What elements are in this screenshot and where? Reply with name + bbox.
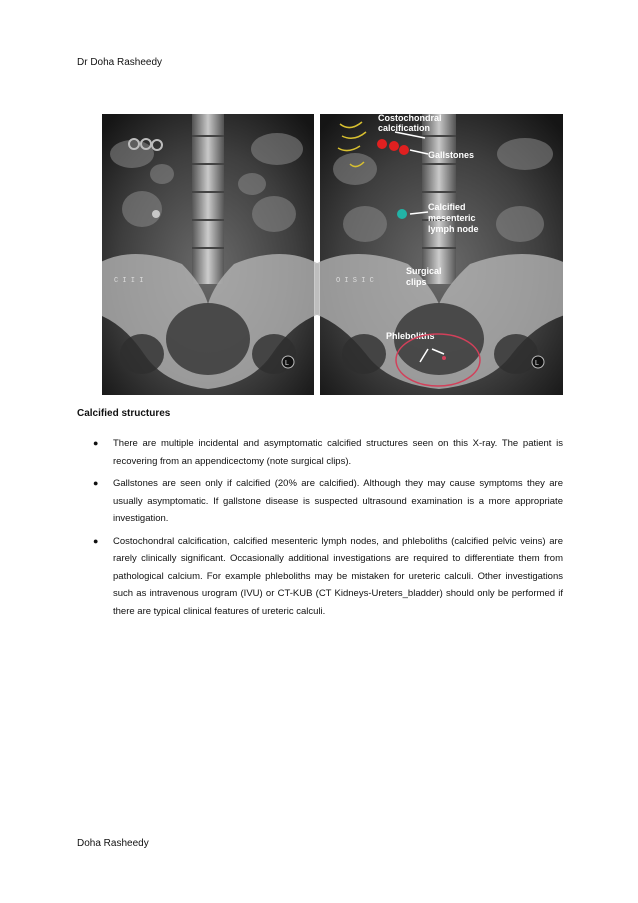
bullet-list [77, 435, 563, 625]
label-phleboliths: Phleboliths [386, 331, 435, 341]
list-item [77, 475, 563, 528]
orientation-marker-left: L [285, 360, 289, 367]
label-surgical-2: clips [406, 277, 427, 287]
label-mesenteric-2: mesenteric [428, 213, 476, 223]
bullet-icon: ● [93, 478, 99, 488]
bullet-text: There are multiple incidental and asymptomatic calcified structures seen on this X-ray. The patient is recovering from an appendicectomy (note surgical clips). [113, 438, 563, 467]
page-footer: Doha Rasheedy [77, 838, 149, 849]
label-gallstones: Gallstones [428, 150, 475, 160]
bullet-text: Costochondral calcification, calcified mesenteric lymph nodes, and phleboliths (calcified pelvic veins) are rarely clinically significant. Occasionally additional investigations are required to differentiate them from pathological calcium. For example phleboliths may be mistaken for ureteric calculi. Other investigations such as intravenous urogram (IVU) or CT-KUB (CT Kidneys-Ureters_bladder) should only be performed if there are typical clinical features of ureteric calculi. [113, 535, 563, 617]
label-costochondral-1: Costochondral [378, 114, 442, 123]
list-item [77, 435, 563, 470]
list-item [77, 533, 563, 621]
label-costochondral-2: calcification [378, 123, 431, 133]
xray-left [102, 114, 319, 395]
mesenteric-node-marker [397, 209, 407, 219]
xray-right [315, 114, 563, 395]
label-mesenteric-1: Calcified [428, 202, 466, 212]
label-surgical-1: Surgical [406, 266, 442, 276]
bullet-icon: ● [93, 535, 99, 546]
xray-figure [102, 114, 563, 395]
orientation-marker-right: L [535, 360, 539, 367]
surgical-clips-right: O I S I C [336, 277, 374, 285]
bullet-icon: ● [93, 438, 99, 448]
bullet-text: Gallstones are seen only if calcified (20% are calcified). Although they may cause symptoms they are usually asymptomatic. If gallstone disease is suspected ultrasound examination is a more appropriate investigation. [113, 478, 563, 524]
page-header: Dr Doha Rasheedy [77, 57, 163, 68]
section-heading: Calcified structures [77, 408, 171, 419]
surgical-clips-left: C I I I [114, 277, 144, 285]
label-mesenteric-3: lymph node [428, 224, 479, 234]
